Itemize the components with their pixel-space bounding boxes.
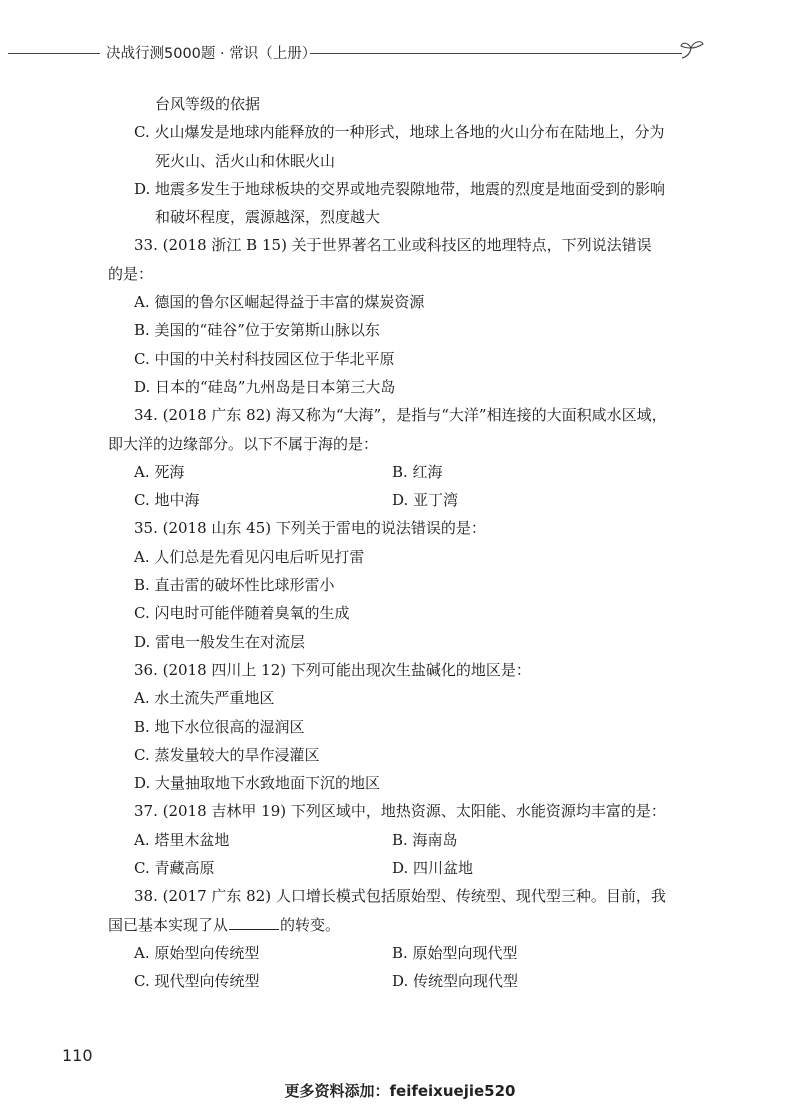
- question-34-options-row1: [108, 458, 708, 486]
- question-35-option-d: D. 雷电一般发生在对流层: [134, 632, 306, 651]
- question-34-option-b: B. 红海: [392, 462, 443, 481]
- footer-note: 更多资料添加：feifeixuejie520: [284, 1082, 516, 1100]
- question-37-option-a: A. 塔里木盆地: [134, 830, 230, 849]
- question-35-option-b: B. 直击雷的破坏性比球形雷小: [134, 576, 335, 595]
- running-header: [8, 36, 698, 66]
- question-38-option-d: D. 传统型向现代型: [392, 972, 519, 991]
- question-37-options-row1: [108, 826, 708, 854]
- option-c-line2: 死火山、活火山和休眠火山: [155, 151, 336, 170]
- question-34-option-a: A. 死海: [134, 462, 185, 481]
- question-37-option-d: D. 四川盆地: [392, 859, 474, 878]
- question-36-option-a: A. 水土流失严重地区: [134, 689, 275, 708]
- question-34-option-c: C. 地中海: [134, 491, 200, 510]
- question-37-option-b: B. 海南岛: [392, 830, 458, 849]
- answer-blank: [229, 915, 279, 930]
- question-36-option-b: B. 地下水位很高的湿润区: [134, 717, 305, 736]
- question-34-option-d: D. 亚丁湾: [392, 491, 459, 510]
- page-number: 110: [62, 1046, 93, 1065]
- book-title: 决战行测5000题 · 常识（上册）: [106, 46, 317, 62]
- question-33-option-a: A. 德国的鲁尔区崛起得益于丰富的煤炭资源: [134, 293, 425, 312]
- question-36-option-c: C. 蒸发量较大的旱作浸灌区: [134, 745, 320, 764]
- question-34-stem-line1: 34. (2018 广东 82) 海又称为“大海”，是指与“大洋”相连接的大面积咸水区域，: [134, 406, 667, 425]
- question-35-option-c: C. 闪电时可能伴随着臭氧的生成: [134, 604, 350, 623]
- question-38-option-a: A. 原始型向传统型: [134, 943, 260, 962]
- question-38-stem-line1: 38. (2017 广东 82) 人口增长模式包括原始型、传统型、现代型三种。目前，我: [134, 887, 666, 906]
- question-37-options-row2: [108, 854, 708, 882]
- question-38-options-row2: [108, 967, 708, 995]
- option-b-continuation: 台风等级的依据: [155, 95, 261, 113]
- header-rule-left: [8, 53, 100, 54]
- option-d-line1: D. 地震多发生于地球板块的交界或地壳裂隙地带，地震的烈度是地面受到的影响: [134, 179, 666, 198]
- question-33-option-b: B. 美国的“硅谷”位于安第斯山脉以东: [134, 321, 380, 340]
- option-c-line1: C. 火山爆发是地球内能释放的一种形式，地球上各地的火山分布在陆地上，分为: [134, 123, 665, 142]
- question-38-options-row1: [108, 939, 708, 967]
- question-34-options-row2: [108, 486, 708, 514]
- question-35-stem: 35. (2018 山东 45) 下列关于雷电的说法错误的是：: [134, 519, 486, 538]
- question-38-option-b: B. 原始型向现代型: [392, 943, 518, 962]
- question-37-stem: 37. (2018 吉林甲 19) 下列区域中，地热资源、太阳能、水能资源均丰富的是：: [134, 802, 666, 821]
- question-33-option-c: C. 中国的中关村科技园区位于华北平原: [134, 349, 395, 368]
- question-38-stem-line2: [108, 911, 708, 939]
- question-35-option-a: A. 人们总是先看见闪电后听见打雷: [134, 547, 365, 566]
- sprout-icon: [676, 36, 706, 64]
- question-36-option-d: D. 大量抽取地下水致地面下沉的地区: [134, 774, 381, 793]
- question-38-stem-after-blank: 的转变。: [280, 915, 341, 934]
- option-d-line2: 和破坏程度，震源越深，烈度越大: [155, 208, 381, 227]
- question-33-option-d: D. 日本的“硅岛”九州岛是日本第三大岛: [134, 377, 396, 396]
- question-38-stem-before-blank: 国已基本实现了从: [108, 915, 229, 934]
- header-rule-right: [310, 53, 682, 54]
- question-34-stem-line2: 即大洋的边缘部分。以下不属于海的是：: [108, 434, 379, 453]
- question-38-option-c: C. 现代型向传统型: [134, 972, 260, 991]
- question-37-option-c: C. 青藏高原: [134, 859, 215, 878]
- question-33-stem-line2: 的是：: [108, 264, 154, 283]
- question-content: [108, 90, 708, 996]
- question-33-stem-line1: 33. (2018 浙江 B 15) 关于世界著名工业或科技区的地理特点，下列说法错误: [134, 236, 652, 255]
- question-36-stem: 36. (2018 四川上 12) 下列可能出现次生盐碱化的地区是：: [134, 660, 531, 679]
